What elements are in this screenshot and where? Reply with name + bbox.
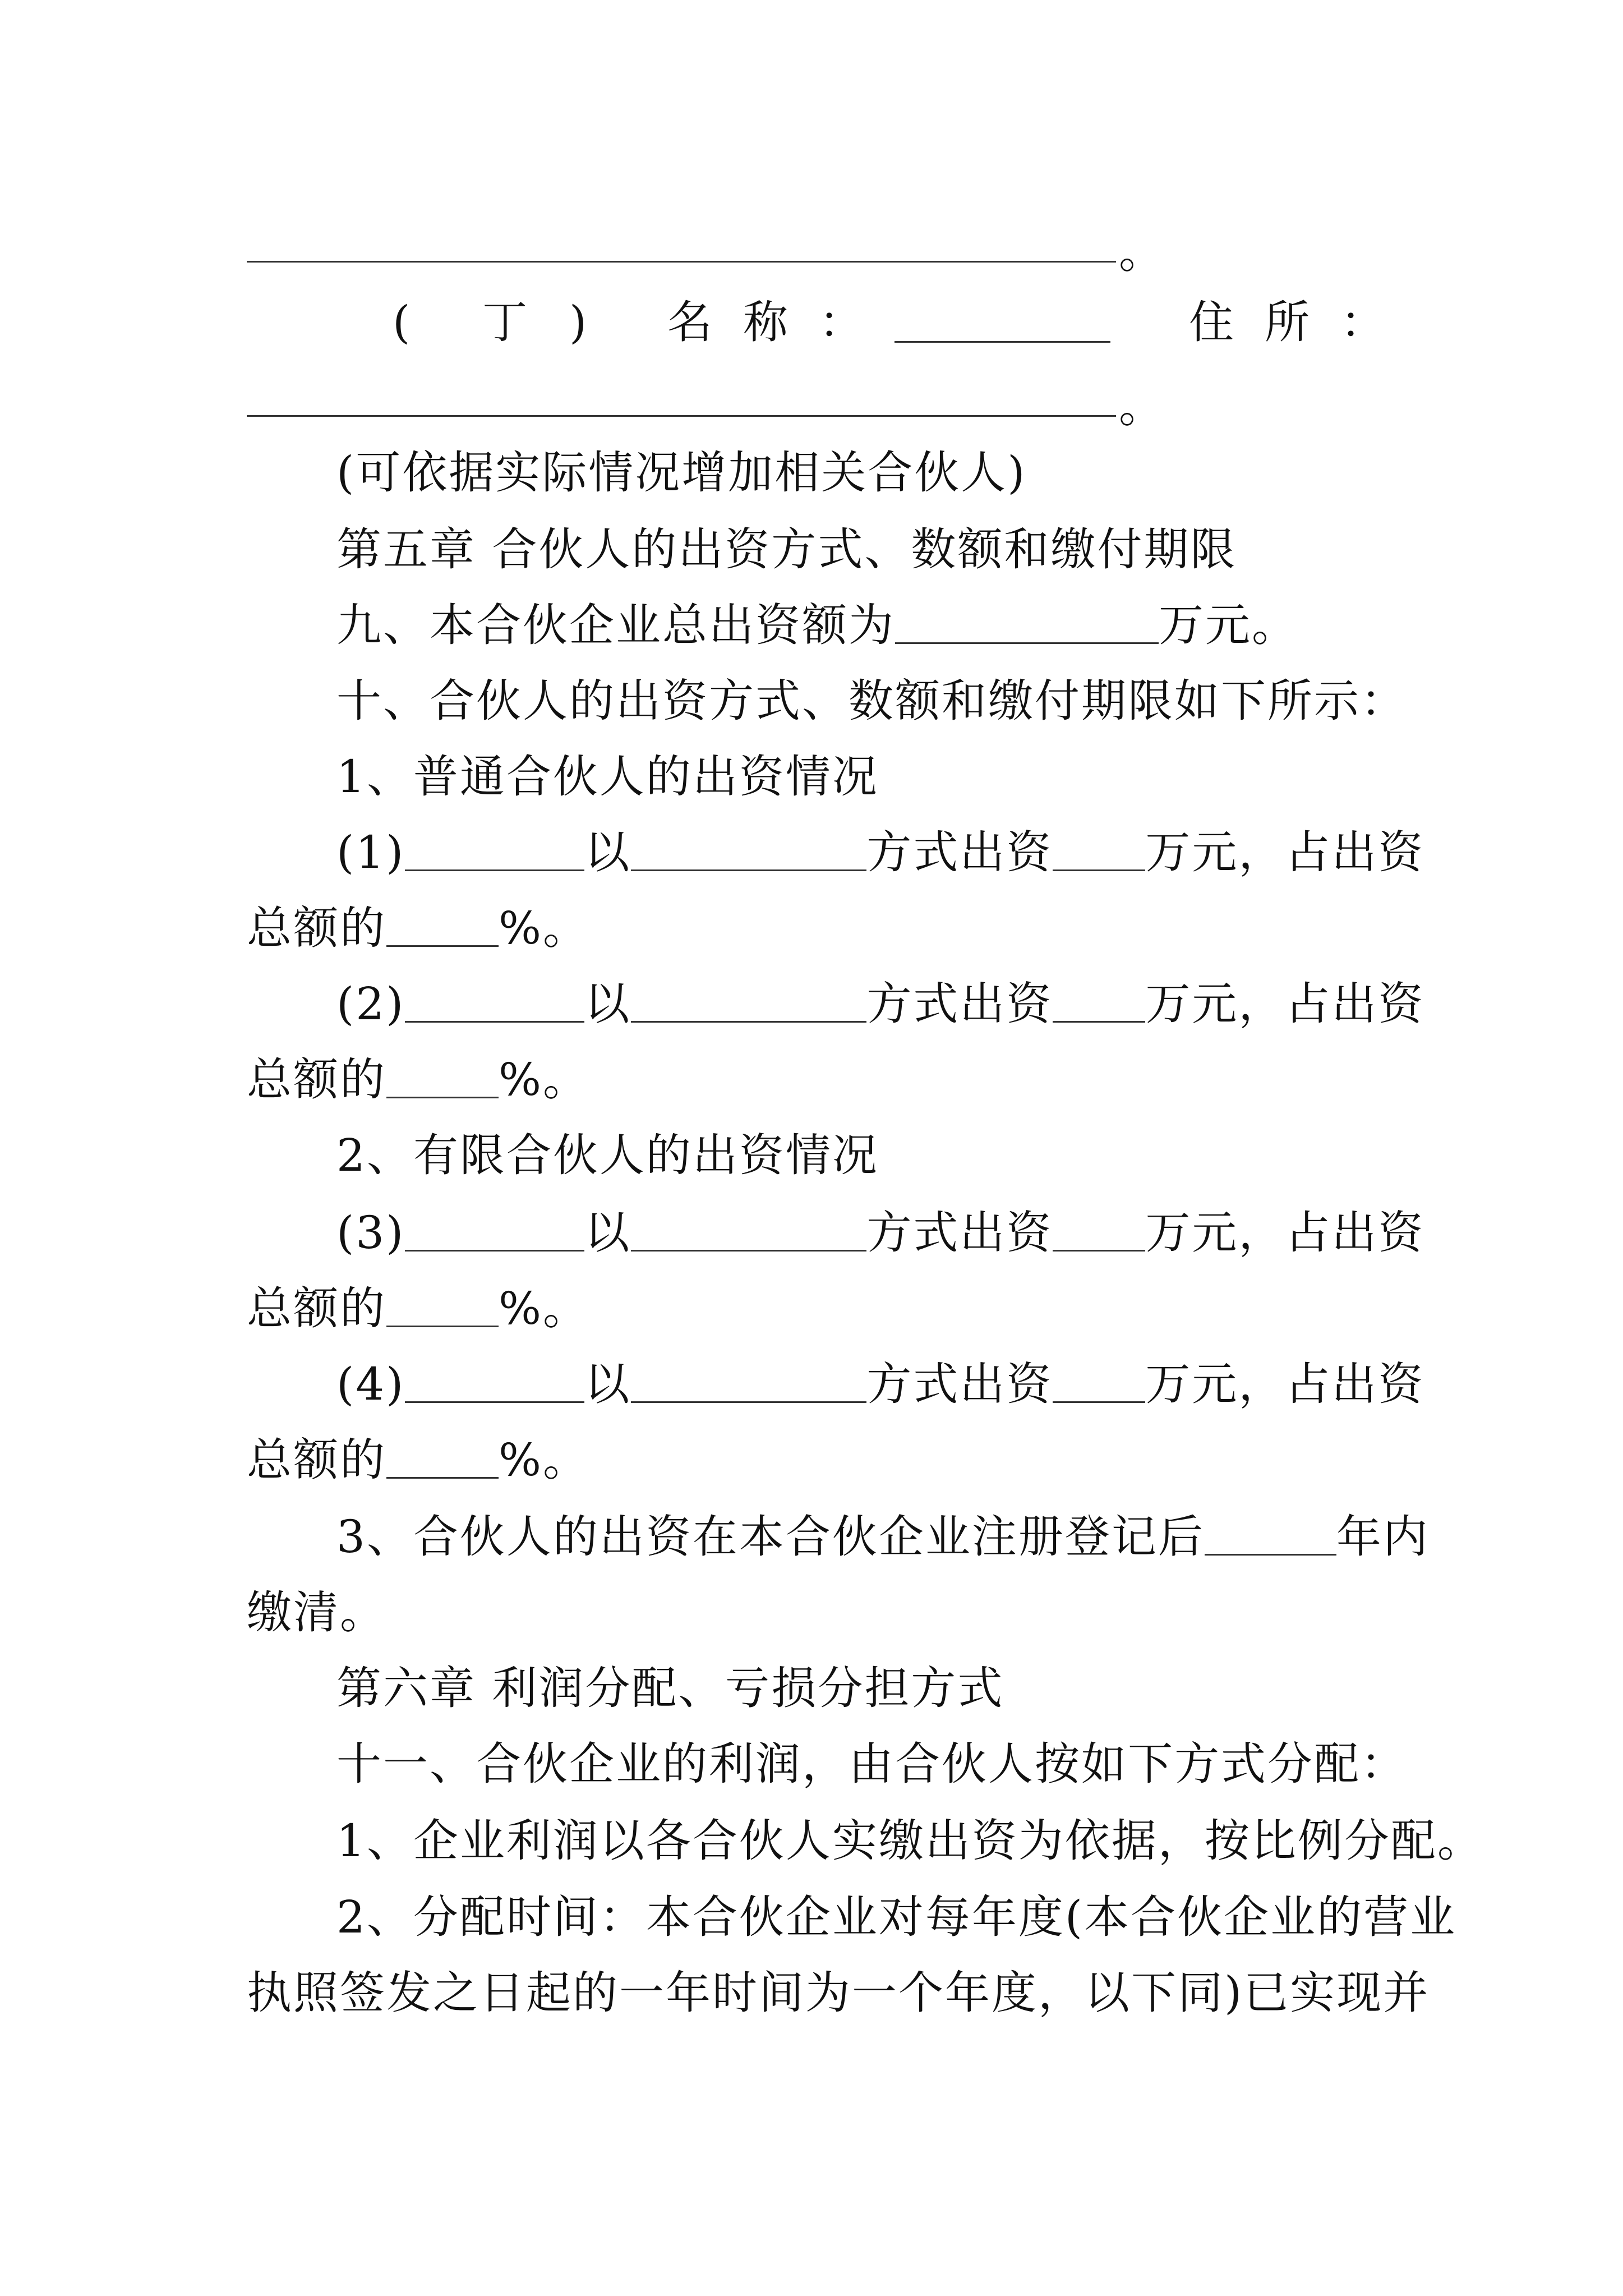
by-label: 以	[584, 1358, 631, 1410]
partner-d-open-paren: (	[393, 296, 412, 348]
method-blank[interactable]	[631, 825, 866, 871]
partner-blank[interactable]	[405, 1356, 584, 1403]
method-label: 方式出资	[866, 826, 1053, 878]
ratio-blank[interactable]	[386, 1052, 499, 1098]
ratio-label: 总额的	[247, 1053, 386, 1106]
amount-label: 万元，占出资	[1145, 1207, 1425, 1259]
ratio-blank[interactable]	[386, 1432, 499, 1479]
item-9-prefix: 九、本合伙企业总出资额为	[336, 599, 895, 651]
amount-blank[interactable]	[1053, 825, 1145, 871]
item-11-2-line2: 执照签发之日起的一年时间为一个年度，以下同)已实现并	[247, 1967, 1430, 2019]
contribution-row-1-cont	[247, 900, 589, 956]
item-9	[336, 597, 1298, 654]
note: (可依据实际情况增加相关合伙人)	[336, 447, 1027, 499]
contribution-row-2-cont	[247, 1052, 589, 1108]
payment-deadline-cont: 缴清。	[247, 1586, 386, 1639]
name-blank[interactable]	[895, 341, 1110, 343]
total-capital-blank[interactable]	[895, 597, 1159, 644]
amount-label: 万元，占出资	[1145, 1358, 1425, 1410]
general-partner-title: 1、普通合伙人的出资情况	[336, 751, 879, 803]
row-number: (2)	[336, 978, 405, 1030]
sentence-end: 。	[1119, 380, 1165, 432]
sentence-end: 。	[1119, 226, 1165, 278]
contribution-row-3	[336, 1205, 1424, 1261]
name-label-char2: 称	[743, 296, 790, 348]
ratio-blank[interactable]	[386, 1281, 499, 1327]
payment-deadline	[336, 1509, 1430, 1565]
name-label-char1: 名	[667, 296, 714, 348]
percent-sign: %。	[499, 1282, 590, 1335]
percent-sign: %。	[499, 1434, 590, 1486]
item-10: 十、合伙人的出资方式、数额和缴付期限如下所示：	[336, 675, 1407, 727]
method-blank[interactable]	[631, 1356, 866, 1403]
limited-partner-title: 2、有限合伙人的出资情况	[336, 1129, 879, 1181]
chapter-5-heading: 第五章 合伙人的出资方式、数额和缴付期限	[336, 523, 1237, 576]
item-11: 十一、合伙企业的利润，由合伙人按如下方式分配：	[336, 1738, 1407, 1790]
ratio-label: 总额的	[247, 1282, 386, 1335]
partner-blank[interactable]	[405, 976, 584, 1023]
method-label: 方式出资	[866, 1358, 1053, 1410]
contribution-row-4	[336, 1356, 1424, 1412]
amount-label: 万元，占出资	[1145, 978, 1425, 1030]
percent-sign: %。	[499, 1053, 590, 1106]
row-number: (3)	[336, 1207, 405, 1259]
partner-blank[interactable]	[405, 825, 584, 871]
row-number: (1)	[336, 826, 405, 878]
method-blank[interactable]	[631, 1205, 866, 1251]
deadline-suffix: 年内	[1336, 1511, 1430, 1563]
item-9-suffix: 万元。	[1159, 599, 1298, 651]
blank-line[interactable]	[247, 261, 1116, 263]
method-label: 方式出资	[866, 978, 1053, 1030]
row-number: (4)	[336, 1358, 405, 1410]
method-blank[interactable]	[631, 976, 866, 1023]
amount-blank[interactable]	[1053, 976, 1145, 1023]
amount-label: 万元，占出资	[1145, 826, 1425, 878]
percent-sign: %。	[499, 902, 590, 954]
deadline-prefix: 3、合伙人的出资在本合伙企业注册登记后	[336, 1511, 1205, 1563]
by-label: 以	[584, 978, 631, 1030]
partner-d-label: 丁	[482, 296, 529, 348]
contribution-row-1	[336, 825, 1424, 881]
address-blank[interactable]	[247, 415, 1116, 417]
contribution-row-3-cont	[247, 1281, 589, 1337]
contribution-row-4-cont	[247, 1432, 589, 1488]
amount-blank[interactable]	[1053, 1205, 1145, 1251]
contribution-row-2	[336, 976, 1424, 1032]
chapter-6-heading: 第六章 利润分配、亏损分担方式	[336, 1662, 1004, 1714]
ratio-label: 总额的	[247, 902, 386, 954]
by-label: 以	[584, 1207, 631, 1259]
item-11-1: 1、企业利润以各合伙人实缴出资为依据，按比例分配。	[336, 1815, 1484, 1867]
by-label: 以	[584, 826, 631, 878]
partner-d-close-paren: )	[569, 296, 589, 348]
name-colon: ：	[819, 296, 865, 348]
partner-blank[interactable]	[405, 1205, 584, 1251]
ratio-label: 总额的	[247, 1434, 386, 1486]
amount-blank[interactable]	[1053, 1356, 1145, 1403]
item-11-2-line1: 2、分配时间：本合伙企业对每年度(本合伙企业的营业	[336, 1891, 1457, 1943]
method-label: 方式出资	[866, 1207, 1053, 1259]
address-colon: ：	[1340, 296, 1387, 348]
address-label-char2: 所	[1265, 296, 1311, 348]
ratio-blank[interactable]	[386, 900, 499, 947]
address-label-char1: 住	[1189, 296, 1235, 348]
years-blank[interactable]	[1205, 1509, 1336, 1556]
